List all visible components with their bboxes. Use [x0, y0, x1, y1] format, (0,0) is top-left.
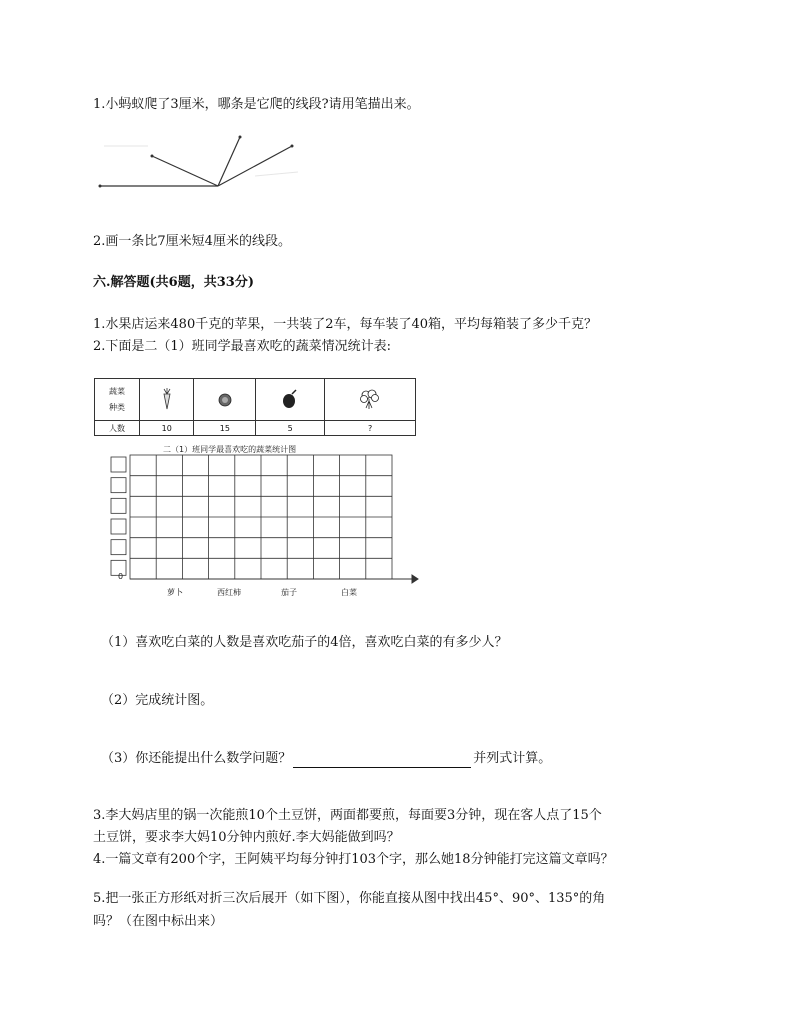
count-cabbage: ?	[325, 421, 416, 436]
question-3-line2: 土豆饼，要求李大妈10分钟内煎好.李大妈能做到吗？	[93, 830, 400, 845]
count-tomato: 15	[194, 421, 256, 436]
x-tick-label-radish: 萝卜	[167, 588, 183, 597]
y-axis-value-box	[111, 457, 126, 472]
sub-question-1: （1）喜欢吃白菜的人数是喜欢吃茄子的4倍，喜欢吃白菜的有多少人？	[101, 635, 508, 650]
chart-title: 二（1）班同学最喜欢吃的蔬菜统计图	[163, 445, 297, 454]
y-axis-origin-label: 0	[118, 572, 124, 581]
y-axis-value-box	[111, 519, 126, 534]
question-5-line2: 吗？（在图中标出来）	[93, 914, 224, 929]
x-axis-arrow	[412, 575, 418, 583]
y-axis-value-box	[111, 540, 126, 555]
table-header-vegetable: 蔬菜 种类	[95, 379, 140, 421]
question-5-line1: 5.把一张正方形纸对折三次后展开（如下图），你能直接从图中找出45°、90°、135°的角	[93, 891, 606, 906]
table-header-count: 人数	[95, 421, 140, 436]
sub-question-2: （2）完成统计图。	[101, 693, 214, 708]
question-4: 4.一篇文章有200个字，王阿姨平均每分钟打103个字，那么她18分钟能打完这篇文章吗？	[93, 852, 614, 867]
x-tick-label-tomato: 西红柿	[217, 588, 241, 597]
question-2: 2.下面是二（1）班同学最喜欢吃的蔬菜情况统计表:	[93, 339, 392, 354]
y-axis-value-box	[111, 478, 126, 493]
count-eggplant: 5	[256, 421, 325, 436]
question-draw-segment: 2.画一条比7厘米短4厘米的线段。	[93, 234, 291, 249]
question-3-line1: 3.李大妈店里的锅一次能煎10个土豆饼，两面都要煎，每面要3分钟，现在客人点了15个	[93, 808, 602, 823]
sub-question-3: （3）你还能提出什么数学问题？ 并列式计算。	[101, 751, 552, 766]
x-tick-label-cabbage: 白菜	[341, 588, 357, 597]
question-ant-line: 1.小蚂蚁爬了3厘米，哪条是它爬的线段?请用笔描出来。	[93, 97, 420, 112]
y-axis-value-box	[111, 498, 126, 513]
count-radish: 10	[140, 421, 194, 436]
answer-blank[interactable]	[293, 753, 471, 768]
section-title: 六.解答题(共6题，共33分)	[93, 275, 254, 290]
x-tick-label-eggplant: 茄子	[281, 588, 297, 597]
question-1: 1.水果店运来480千克的苹果，一共装了2车，每车装了40箱，平均每箱装了多少千克？	[93, 317, 598, 332]
